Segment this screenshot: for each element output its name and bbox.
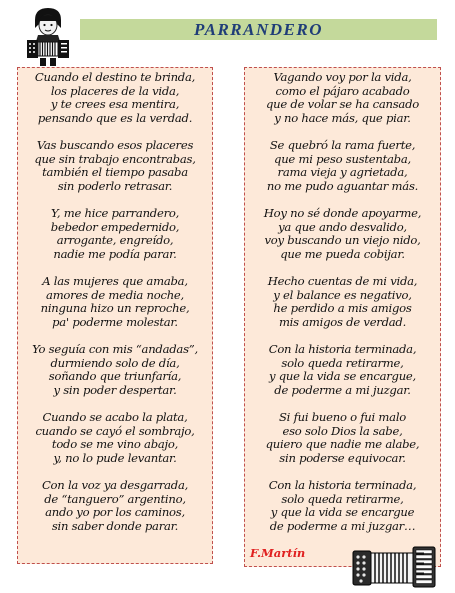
stanza — [245, 139, 440, 193]
verse-line: A las mujeres que amaba, — [42, 274, 188, 288]
verse-line: y que la vida se encargue, — [269, 369, 416, 384]
verse-line: he perdido a mis amigos — [273, 301, 412, 316]
verse-line: sin poderse equivocar. — [279, 450, 406, 465]
verse-line: ya que ando desvalido, — [278, 219, 407, 234]
verse-line: sin poderlo retrasar. — [57, 178, 173, 193]
verse-line: arrogante, engreído, — [56, 233, 174, 248]
verse-line: pensando que es la verdad. — [37, 110, 193, 125]
verse-line: y no hace más, que piar. — [274, 110, 411, 125]
verse-line: y te crees esa mentira, — [50, 97, 180, 112]
verse-line: no me pudo aguantar más. — [266, 178, 419, 193]
verse-line: ninguna hizo un reproche, — [40, 301, 190, 316]
verse-line: Y, me hice parrandero, — [50, 206, 180, 220]
verse-line: sin saber donde parar. — [51, 518, 179, 533]
verse-line: y, no lo pude levantar. — [53, 450, 177, 465]
stanza — [18, 139, 212, 193]
verse-line: que sin trabajo encontrabas, — [34, 151, 196, 166]
verse-line: todo se me vino abajo, — [51, 437, 179, 452]
verse-line: Con la voz ya desgarrada, — [41, 478, 189, 492]
verse-line: Si fui bueno o fui malo — [278, 410, 407, 424]
stanza — [18, 275, 212, 329]
verse-line: Vagando voy por la vida, — [273, 70, 412, 84]
verse-line: que de volar se ha cansado — [266, 97, 419, 112]
verse-line: amores de media noche, — [46, 287, 184, 302]
verse-line: los placeres de la vida, — [50, 83, 180, 98]
verse-line: Con la historia terminada, — [268, 478, 417, 492]
stanza — [245, 343, 440, 397]
stanza — [245, 275, 440, 329]
stanza — [245, 411, 440, 465]
verse-line: voy buscando un viejo nido, — [264, 233, 421, 248]
verse-line: que me pueda cobijar. — [280, 246, 405, 261]
poem-column-left — [17, 67, 213, 564]
verse-line: Hecho cuentas de mi vida, — [267, 274, 418, 288]
accordion-player-icon — [18, 4, 80, 66]
verse-line: y que la vida se encargue — [270, 505, 415, 520]
verse-line: que mi peso sustentaba, — [274, 151, 411, 166]
stanza — [245, 207, 440, 261]
stanza — [18, 207, 212, 261]
verse-line: quiero que nadie me alabe, — [265, 437, 420, 452]
verse-line: bebedor empedernido, — [50, 219, 180, 234]
verse-line: solo queda retirarme, — [281, 491, 404, 506]
verse-line: Vas buscando esos placeres — [36, 138, 194, 152]
verse-line: cuando se cayó el sombrajo, — [35, 423, 195, 438]
verse-line: Con la historia terminada, — [268, 342, 417, 356]
accordion-icon — [351, 543, 439, 589]
verse-line: Cuando el destino te brinda, — [34, 70, 196, 84]
stanza — [18, 343, 212, 397]
title-bar — [80, 19, 437, 40]
page-title: PARRANDERO — [194, 20, 323, 39]
verse-line: Yo seguía con mis “andadas”, — [32, 342, 198, 356]
verse-line: y sin poder despertar. — [53, 382, 177, 397]
verse-line: y el balance es negativo, — [273, 287, 412, 302]
author-signature: F.Martín — [250, 546, 306, 560]
verse-line: durmiendo solo de día, — [50, 355, 180, 370]
verse-line: solo queda retirarme, — [281, 355, 404, 370]
verse-line: ando yo por los caminos, — [45, 505, 185, 520]
verse-line: Hoy no sé donde apoyarme, — [263, 206, 422, 220]
stanza — [18, 71, 212, 125]
verse-line: mis amigos de verdad. — [278, 314, 407, 329]
verse-line: de poderme a mi juzgar… — [269, 518, 416, 533]
stanza — [245, 479, 440, 533]
stanza — [245, 71, 440, 125]
verse-line: Cuando se acabo la plata, — [42, 410, 188, 424]
verse-line: soñando que triunfaría, — [48, 369, 182, 384]
verse-line: nadie me podía parar. — [53, 246, 177, 261]
stanza — [18, 479, 212, 533]
stanza — [18, 411, 212, 465]
verse-line: rama vieja y agrietada, — [277, 165, 408, 180]
verse-line: pa' poderme molestar. — [52, 314, 178, 329]
verse-line: como el pájaro acabado — [275, 83, 410, 98]
verse-line: de “tanguero” argentino, — [44, 491, 186, 506]
verse-line: eso solo Dios la sabe, — [282, 423, 403, 438]
verse-line: también el tiempo pasaba — [42, 165, 188, 180]
verse-line: de poderme a mi juzgar. — [274, 382, 411, 397]
poem-column-right — [244, 67, 441, 567]
verse-line: Se quebró la rama fuerte, — [269, 138, 416, 152]
